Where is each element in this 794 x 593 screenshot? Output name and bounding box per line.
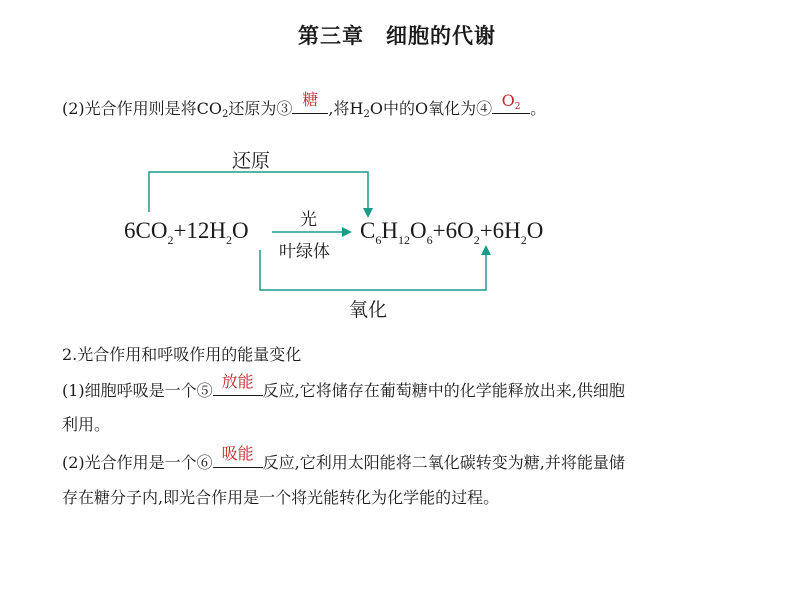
text: O [232,218,249,243]
text: O [526,218,544,243]
answer-5: 放能 [221,372,254,391]
text: 6CO [124,218,168,243]
text: O中的O氧化为④ [369,99,493,118]
item2-line2: 存在糖分子内,即光合作用是一个将光能转化为化学能的过程。 [62,488,500,507]
oxidation-label: 氧化 [349,299,388,321]
text: (2)光合作用是一个⑥ [62,453,213,472]
text: O [409,218,427,243]
subscript: 2 [167,233,174,247]
item1-line2: 利用。 [62,415,111,434]
subscript: 6 [426,233,433,247]
text: 反应,它利用太阳能将二氧化碳转变为糖,并将能量储 [262,453,625,472]
reduction-label: 还原 [232,150,271,172]
answer-4-main: O [501,91,515,110]
text: 反应,它将储存在葡萄糖中的化学能释放出来,供细胞 [262,381,625,400]
reactants [124,218,249,247]
text: (2)光合作用则是将CO [62,99,223,118]
text: C [360,218,376,243]
subscript: 6 [375,233,382,247]
text: 还原为③ [228,99,293,118]
answer-4-sub: 2 [514,102,521,112]
blank-6[interactable] [213,444,263,468]
item2-line1 [62,444,625,473]
section-heading: 2.光合作用和呼吸作用的能量变化 [62,345,302,364]
answer-3: 糖 [302,90,319,109]
chloroplast-label: 叶绿体 [279,242,330,262]
subscript: 2 [520,233,527,247]
subscript: 2 [222,109,229,120]
blank-5[interactable] [213,372,263,396]
light-label: 光 [300,210,317,230]
text: H [381,218,398,243]
text: ,将H [328,99,364,118]
subscript: 12 [397,233,410,247]
products [360,218,544,247]
item1-line1 [62,372,625,401]
text: 。 [530,99,547,118]
subscript: 2 [226,233,233,247]
reduction-arrow [149,172,368,213]
text: +6O [432,218,474,243]
text: (1)细胞呼吸是一个⑤ [62,381,213,400]
text: +6H [479,218,521,243]
text: +12H [173,218,227,243]
subscript: 2 [473,233,480,247]
page-title: 第三章 细胞的代谢 [298,24,496,48]
subscript: 2 [363,109,370,120]
answer-6: 吸能 [221,444,254,463]
